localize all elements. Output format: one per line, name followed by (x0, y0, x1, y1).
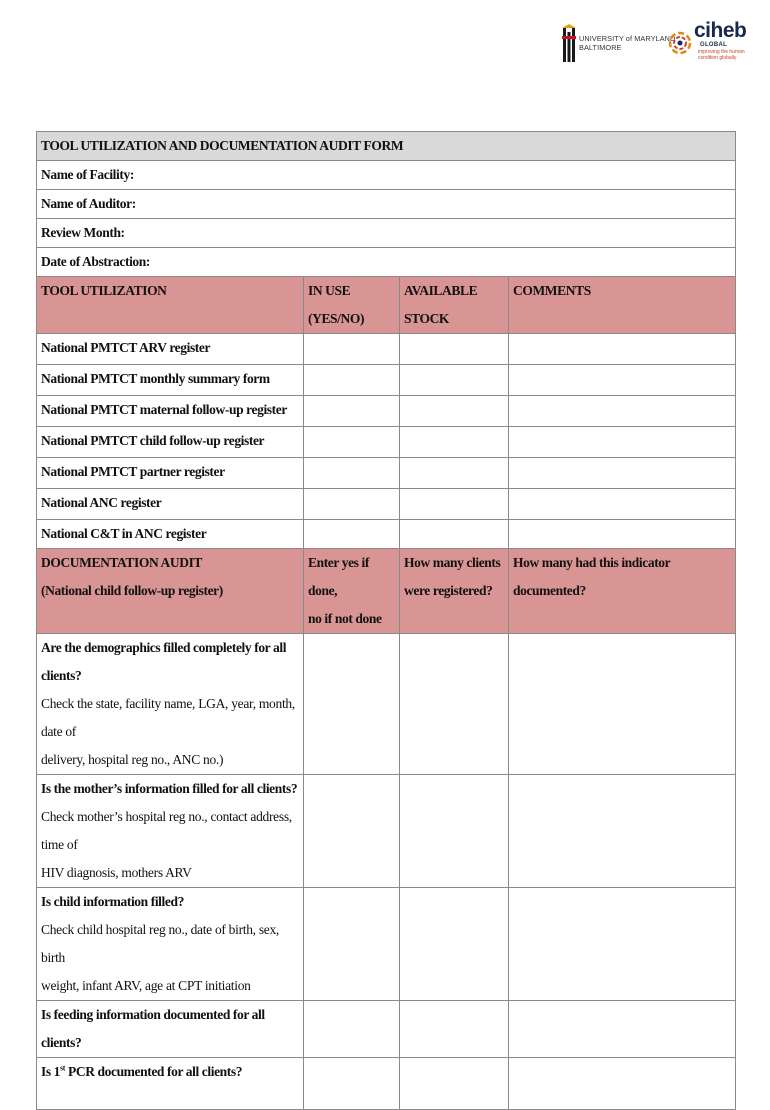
stock-cell[interactable] (400, 520, 509, 549)
facility-name-field[interactable]: Name of Facility: (37, 161, 736, 190)
ciheb-swirl-icon (668, 23, 692, 63)
abstraction-date-field[interactable]: Date of Abstraction: (37, 248, 736, 277)
umb-logo-line-1: UNIVERSITY of MARYLAND (579, 34, 676, 43)
audit-question (37, 775, 304, 888)
auditor-name-field[interactable]: Name of Auditor: (37, 190, 736, 219)
in-use-heading-line-2: (YES/NO) (308, 311, 365, 326)
comments-cell[interactable] (509, 458, 736, 489)
documented-cell[interactable] (509, 634, 736, 775)
audit-question (37, 1058, 304, 1110)
tool-name: National C&T in ANC register (37, 520, 304, 549)
umb-shield-icon (562, 24, 576, 64)
comments-cell[interactable] (509, 334, 736, 365)
stock-heading-line-2: STOCK (404, 311, 450, 326)
available-stock-heading (400, 277, 509, 334)
doc-audit-heading-line-1: DOCUMENTATION AUDIT (41, 555, 203, 570)
registered-cell[interactable] (400, 634, 509, 775)
question-text: Is child information filled? (41, 894, 184, 909)
tool-name: National ANC register (37, 489, 304, 520)
form-title-row (37, 132, 736, 161)
question-detail-line-2: weight, infant ARV, age at CPT initiation (41, 978, 251, 993)
in-use-cell[interactable] (304, 520, 400, 549)
form-title: TOOL UTILIZATION AND DOCUMENTATION AUDIT FORM (37, 132, 736, 161)
info-row-review-month (37, 219, 736, 248)
info-row-auditor (37, 190, 736, 219)
tool-name: National PMTCT partner register (37, 458, 304, 489)
documentation-audit-header (37, 549, 736, 634)
ciheb-tagline-line-2: condition globally (698, 55, 737, 61)
enter-yes-no-heading (304, 549, 400, 634)
audit-question (37, 888, 304, 1001)
question-detail-line-1: Check mother’s hospital reg no., contact address, time of (41, 809, 292, 852)
audit-form-table (36, 131, 736, 1110)
tool-row (37, 365, 736, 396)
stock-cell[interactable] (400, 365, 509, 396)
tool-row (37, 334, 736, 365)
registered-cell[interactable] (400, 1001, 509, 1058)
question-text: Are the demographics filled completely for all clients? (41, 640, 287, 683)
enter-heading-line-2: no if not done (308, 611, 382, 626)
done-cell[interactable] (304, 1058, 400, 1110)
stock-cell[interactable] (400, 458, 509, 489)
question-text: Is feeding information documented for all clients? (41, 1007, 265, 1050)
in-use-heading-line-1: IN USE (308, 283, 351, 298)
documented-cell[interactable] (509, 1058, 736, 1110)
comments-heading: COMMENTS (509, 277, 736, 334)
comments-cell[interactable] (509, 396, 736, 427)
audit-question-row (37, 634, 736, 775)
stock-heading-line-1: AVAILABLE (404, 283, 478, 298)
stock-cell[interactable] (400, 334, 509, 365)
info-row-abstraction-date (37, 248, 736, 277)
question-detail-line-1: Check child hospital reg no., date of birth, sex, birth (41, 922, 279, 965)
tool-utilization-header (37, 277, 736, 334)
tool-name: National PMTCT monthly summary form (37, 365, 304, 396)
comments-cell[interactable] (509, 365, 736, 396)
stock-cell[interactable] (400, 396, 509, 427)
count-heading-line-2: were registered? (404, 583, 493, 598)
documented-cell[interactable] (509, 888, 736, 1001)
ciheb-logo (668, 19, 747, 68)
doc-audit-heading-line-2: (National child follow-up register) (41, 583, 223, 598)
registered-cell[interactable] (400, 1058, 509, 1110)
in-use-cell[interactable] (304, 458, 400, 489)
clients-registered-heading (400, 549, 509, 634)
tool-utilization-heading: TOOL UTILIZATION (37, 277, 304, 334)
question-prefix: Is 1 (41, 1064, 61, 1079)
tool-row (37, 489, 736, 520)
tool-row (37, 396, 736, 427)
documented-cell[interactable] (509, 1001, 736, 1058)
in-use-cell[interactable] (304, 427, 400, 458)
tool-row (37, 427, 736, 458)
indicator-documented-heading: How many had this indicator documented? (509, 549, 736, 634)
ciheb-logo-subtitle: GLOBAL (700, 42, 728, 48)
question-detail-line-2: HIV diagnosis, mothers ARV (41, 865, 192, 880)
in-use-cell[interactable] (304, 365, 400, 396)
in-use-cell[interactable] (304, 396, 400, 427)
count-heading-line-1: How many clients (404, 555, 501, 570)
enter-heading-line-1: Enter yes if done, (308, 555, 369, 598)
question-text: Is the mother’s information filled for all clients? (41, 781, 298, 796)
audit-question-row (37, 775, 736, 888)
registered-cell[interactable] (400, 888, 509, 1001)
tool-row (37, 458, 736, 489)
done-cell[interactable] (304, 1001, 400, 1058)
tool-name: National PMTCT ARV register (37, 334, 304, 365)
ciheb-logo-name: ciheb (694, 19, 747, 42)
tool-name: National PMTCT maternal follow-up register (37, 396, 304, 427)
stock-cell[interactable] (400, 489, 509, 520)
documented-cell[interactable] (509, 775, 736, 888)
documentation-audit-heading (37, 549, 304, 634)
in-use-cell[interactable] (304, 489, 400, 520)
comments-cell[interactable] (509, 520, 736, 549)
stock-cell[interactable] (400, 427, 509, 458)
comments-cell[interactable] (509, 427, 736, 458)
audit-question-row (37, 1058, 736, 1110)
done-cell[interactable] (304, 888, 400, 1001)
registered-cell[interactable] (400, 775, 509, 888)
umb-logo (562, 24, 676, 64)
header-logos (562, 19, 747, 68)
audit-question-row (37, 1001, 736, 1058)
in-use-cell[interactable] (304, 334, 400, 365)
ciheb-tagline-line-1: improving the human (698, 49, 745, 55)
audit-question-row (37, 888, 736, 1001)
audit-question (37, 1001, 304, 1058)
ciheb-logo-tagline (698, 49, 745, 61)
audit-question (37, 634, 304, 775)
in-use-heading (304, 277, 400, 334)
question-suffix: PCR documented for all clients? (65, 1064, 243, 1079)
done-cell[interactable] (304, 634, 400, 775)
info-row-facility (37, 161, 736, 190)
review-month-field[interactable]: Review Month: (37, 219, 736, 248)
comments-cell[interactable] (509, 489, 736, 520)
done-cell[interactable] (304, 775, 400, 888)
question-detail-line-1: Check the state, facility name, LGA, year, month, date of (41, 696, 295, 739)
umb-logo-line-2: BALTIMORE (579, 43, 622, 52)
question-text (41, 1058, 299, 1086)
question-superscript: st (60, 1063, 66, 1073)
tool-name: National PMTCT child follow-up register (37, 427, 304, 458)
tool-row (37, 520, 736, 549)
question-detail-line-2: delivery, hospital reg no., ANC no.) (41, 752, 224, 767)
